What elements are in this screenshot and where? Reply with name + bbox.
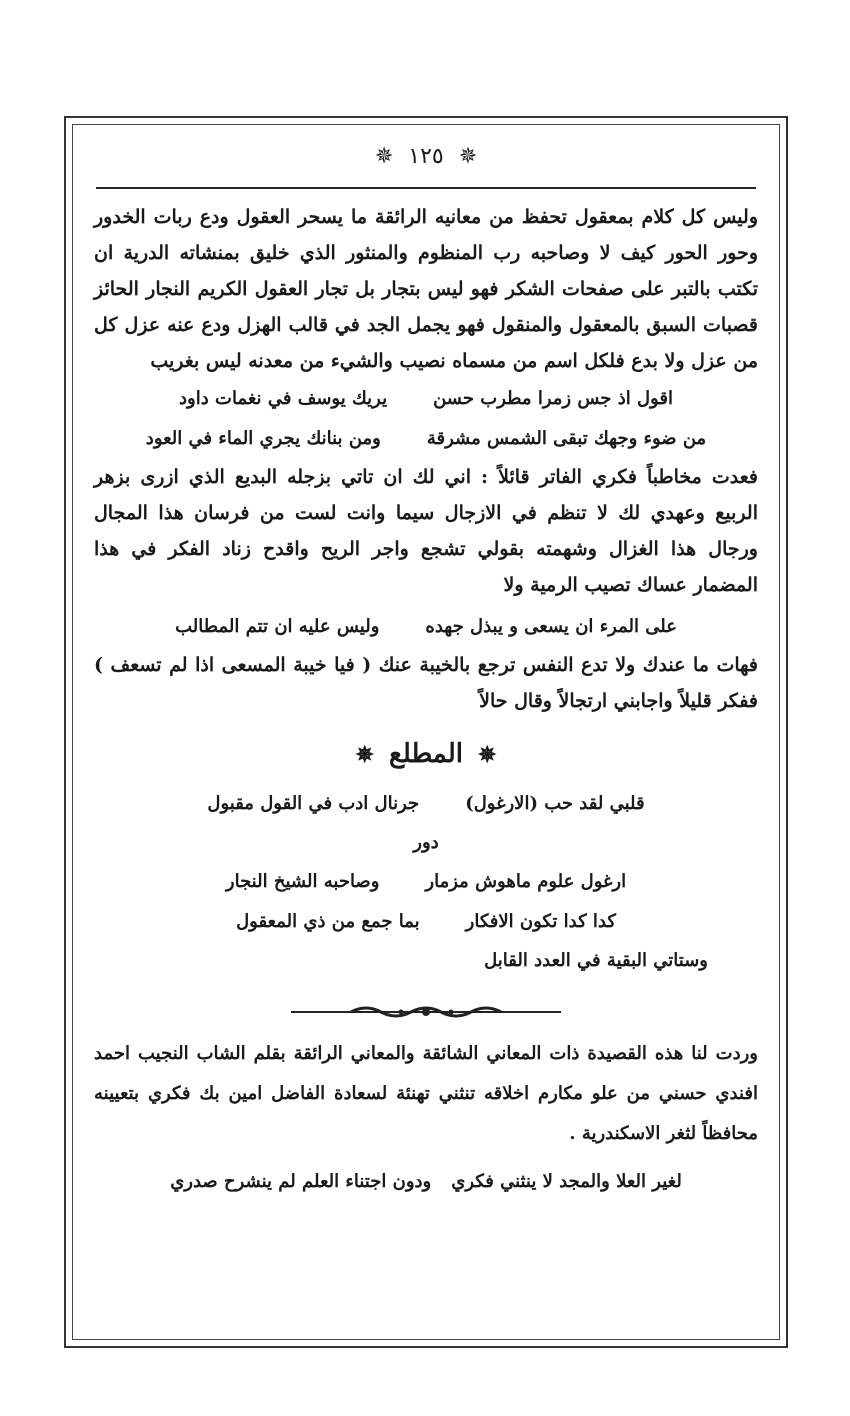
dawr-label: دور — [413, 832, 439, 853]
paragraph-2: فعدت مخاطباً فكري الفاتر قائلاً : اني لك ان تاتي بزجله البديع الذي ازرى بزهر الربيع وعهدي لك لا تنظم في الازجال سيما وانت لست من فرسان هذا المجال ورجال هذا الغزال وشهمته بقولي تشجع واجر الريح واقدح زناد الفكر في هذا المضمار عساك تصيب الرمية ولا — [94, 466, 758, 596]
paragraph-3: فهات ما عندك ولا تدع النفس ترجع بالخيبة عنك ( فيا خيبة المسعى اذا لم تسعف ) ففكر قليلاً واجابني ارتجالاً وقال حالاً — [94, 654, 758, 712]
verse-line — [86, 902, 766, 942]
verse-hemistich-left: جرنال ادب في القول مقبول — [207, 793, 420, 814]
verse-hemistich-left: بما جمع من ذي المعقول — [236, 911, 420, 932]
section-heading — [86, 725, 766, 784]
verse-hemistich-right: على المرء ان يسعى و يبذل جهده — [425, 616, 677, 637]
paragraph-1: وليس كل كلام بمعقول تحفظ من معانيه الرائقة ما يسحر العقول ودع ربات الخدور وحور الحور كيف لا وصاحبه رب المنظوم والمنثور الذي خليق بمنشاته الدرية ان تكتب بالتبر على صفحات الشكر فهو ليس بتجار بل تجار العقول الكريم النجار الحائز قصبات السبق بالمعقول والمنقول فهو يجمل الجد في قالب الهزل ودع عنه عزل كل من عزل ولا بدع فلكل اسم من مسماه نصيب والشيء من معدنه ليس بغريب — [94, 206, 758, 372]
verse-hemistich-right: ارغول علوم ماهوش مزمار — [425, 871, 627, 892]
paragraph-4: وردت لنا هذه القصيدة ذات المعاني الشائقة والمعاني الرائقة بقلم الشاب النجيب احمد افندي حسني من علو مكارم اخلاقه تنثني تهنئة لسعادة الفاضل امين بك فكري بتعيينه محافظاً لثغر الاسكندرية . — [94, 1043, 758, 1144]
verse-hemistich-right: اقول اذ جس زمرا مطرب حسن — [433, 388, 673, 409]
verse-line — [86, 419, 766, 459]
verse-line — [86, 607, 766, 647]
page-header — [86, 135, 766, 179]
ornamental-divider — [86, 990, 766, 1034]
page-number: ١٢٥ — [408, 144, 444, 169]
closing-verse — [86, 1160, 766, 1204]
verse-hemistich-left: يريك يوسف في نغمات داود — [179, 388, 388, 409]
verse-hemistich-right: كدا كدا تكون الافكار — [465, 911, 616, 932]
star-ornament-icon: ✵ — [355, 742, 374, 768]
verse-hemistich-right: قلبي لقد حب (الارغول) — [465, 793, 645, 814]
verse-hemistich-left: وليس عليه ان تتم المطالب — [175, 616, 380, 637]
verse-hemistich-left: ومن بنانك يجري الماء في العود — [145, 428, 381, 449]
verse-line — [86, 862, 766, 902]
star-ornament-icon: ✵ — [374, 144, 394, 169]
verse-hemistich-left: وصاحبه الشيخ النجار — [225, 871, 380, 892]
star-ornament-icon: ✵ — [478, 742, 497, 768]
header-rule — [96, 187, 756, 189]
ornamental-divider-icon — [291, 1002, 561, 1022]
star-ornament-icon: ✵ — [458, 144, 478, 169]
verse-hemistich-left: ودون اجتناء العلم لم ينشرح صدري — [170, 1171, 432, 1192]
continuation-note: وستاتي البقية في العدد القابل — [484, 950, 708, 971]
verse-hemistich-right: من ضوء وجهك تبقى الشمس مشرقة — [426, 428, 707, 449]
heading-text: المطلع — [389, 739, 463, 769]
verse-line — [86, 784, 766, 824]
verse-line — [86, 379, 766, 419]
page-content — [86, 135, 766, 1325]
verse-hemistich-right: لغير العلا والمجد لا ينثني فكري — [451, 1171, 682, 1192]
